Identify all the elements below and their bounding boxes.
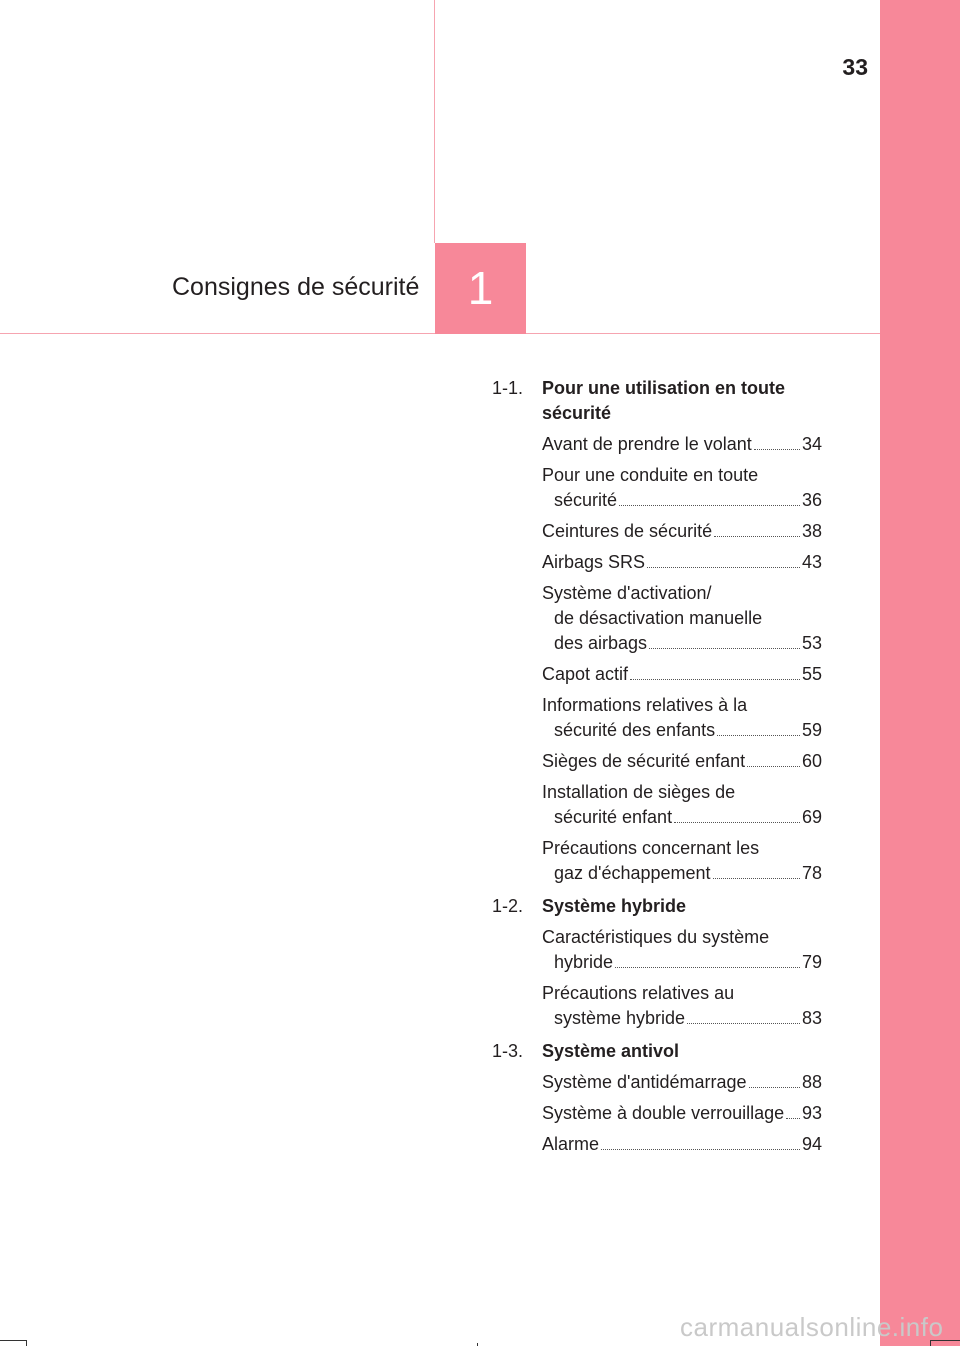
dot-leader	[630, 679, 800, 680]
entry-line: Précautions relatives au	[542, 983, 735, 1003]
entry-text: Avant de prendre le volant	[542, 434, 752, 454]
dot-leader	[749, 1087, 800, 1088]
dot-leader	[615, 967, 800, 968]
dot-leader	[754, 449, 800, 450]
entry-line: Système d'activation/	[542, 583, 712, 603]
entry-text: système hybride	[554, 1008, 686, 1028]
toc-entry	[542, 463, 822, 513]
entry-page-number: 88	[801, 1072, 822, 1092]
toc-entry	[542, 836, 822, 886]
entry-last-line	[542, 519, 822, 544]
entry-last-line	[542, 861, 822, 886]
section-title	[542, 1039, 822, 1064]
chapter-side-bar	[880, 0, 960, 1346]
toc-entry	[542, 1101, 822, 1126]
dot-leader	[714, 536, 800, 537]
toc-entry	[542, 581, 822, 656]
entry-line: Précautions concernant les	[542, 838, 760, 858]
toc-entry	[542, 981, 822, 1031]
entry-text: Système d'antidémarrage	[542, 1072, 747, 1092]
section-number: 1-1.	[492, 378, 524, 398]
entry-text: Sièges de sécurité enfant	[542, 751, 746, 771]
entry-text: hybride	[554, 952, 614, 972]
entry-page-number: 60	[801, 751, 822, 771]
entry-last-line	[542, 1101, 822, 1126]
entry-page-number: 55	[801, 664, 822, 684]
entry-text: sécurité des enfants	[554, 720, 716, 740]
dot-leader	[674, 822, 800, 823]
entry-text: Système à double verrouillage	[542, 1103, 785, 1123]
entry-line: Caractéristiques du système	[542, 927, 770, 947]
entry-text: Alarme	[542, 1134, 600, 1154]
dot-leader	[786, 1118, 800, 1119]
entry-text: des airbags	[554, 633, 648, 653]
entry-last-line	[542, 1132, 822, 1157]
entry-line: Pour une conduite en toute	[542, 465, 759, 485]
entry-page-number: 93	[801, 1103, 822, 1123]
entry-line: Informations relatives à la	[542, 695, 748, 715]
entry-line: Installation de sièges de	[542, 782, 736, 802]
entry-text: Airbags SRS	[542, 552, 646, 572]
watermark: carmanualsonline.info	[680, 1312, 944, 1342]
dot-leader	[717, 735, 800, 736]
section-gap	[492, 886, 822, 894]
entry-last-line	[542, 749, 822, 774]
entry-text: sécurité	[554, 490, 618, 510]
dot-leader	[687, 1023, 800, 1024]
entry-page-number: 79	[801, 952, 822, 972]
section-gap	[492, 1031, 822, 1039]
toc-section	[492, 894, 822, 1031]
toc-entry	[542, 1132, 822, 1157]
entry-last-line	[542, 1006, 822, 1031]
dot-leader	[647, 567, 800, 568]
entry-page-number: 38	[801, 521, 822, 541]
toc-entry	[542, 780, 822, 830]
chapter-title: Consignes de sécurité	[172, 273, 420, 301]
entry-text: Ceintures de sécurité	[542, 521, 713, 541]
entry-last-line	[542, 550, 822, 575]
entry-last-line	[542, 631, 822, 656]
toc-section	[492, 376, 822, 886]
section-number: 1-3.	[492, 1041, 524, 1061]
entry-last-line	[542, 718, 822, 743]
entry-page-number: 94	[801, 1134, 822, 1154]
entry-page-number: 78	[801, 863, 822, 883]
vertical-divider	[434, 0, 435, 243]
toc-entry	[542, 1070, 822, 1095]
entry-last-line	[542, 805, 822, 830]
dot-leader	[601, 1149, 800, 1150]
crop-mark	[26, 1340, 27, 1346]
toc-section	[492, 1039, 822, 1157]
section-title-line: Système hybride	[542, 896, 687, 916]
toc-entry	[542, 550, 822, 575]
table-of-contents	[492, 376, 822, 1157]
entry-page-number: 43	[801, 552, 822, 572]
dot-leader	[747, 766, 800, 767]
page-number: 33	[842, 54, 868, 80]
entry-last-line	[542, 950, 822, 975]
section-title	[542, 376, 822, 426]
toc-entry	[542, 693, 822, 743]
entry-last-line	[542, 662, 822, 687]
entry-page-number: 34	[801, 434, 822, 454]
dot-leader	[713, 878, 800, 879]
chapter-number-box: 1	[435, 243, 526, 334]
section-title-line: Pour une utilisation en toute	[542, 378, 785, 398]
entry-text: gaz d'échappement	[554, 863, 711, 883]
section-title-line: sécurité	[542, 403, 612, 423]
dot-leader	[619, 505, 800, 506]
entry-line: de désactivation manuelle	[554, 608, 763, 628]
section-number: 1-2.	[492, 896, 524, 916]
entry-last-line	[542, 1070, 822, 1095]
toc-entry	[542, 519, 822, 544]
toc-entry	[542, 432, 822, 457]
entry-page-number: 69	[801, 807, 822, 827]
entry-text: sécurité enfant	[554, 807, 673, 827]
crop-mark	[0, 1340, 26, 1341]
dot-leader	[649, 648, 800, 649]
toc-entry	[542, 925, 822, 975]
entry-page-number: 53	[801, 633, 822, 653]
entry-last-line	[542, 488, 822, 513]
section-title-line: Système antivol	[542, 1041, 680, 1061]
entry-last-line	[542, 432, 822, 457]
entry-text: Capot actif	[542, 664, 629, 684]
section-title	[542, 894, 822, 919]
entry-page-number: 83	[801, 1008, 822, 1028]
entry-page-number: 36	[801, 490, 822, 510]
entry-page-number: 59	[801, 720, 822, 740]
toc-entry	[542, 662, 822, 687]
toc-entry	[542, 749, 822, 774]
